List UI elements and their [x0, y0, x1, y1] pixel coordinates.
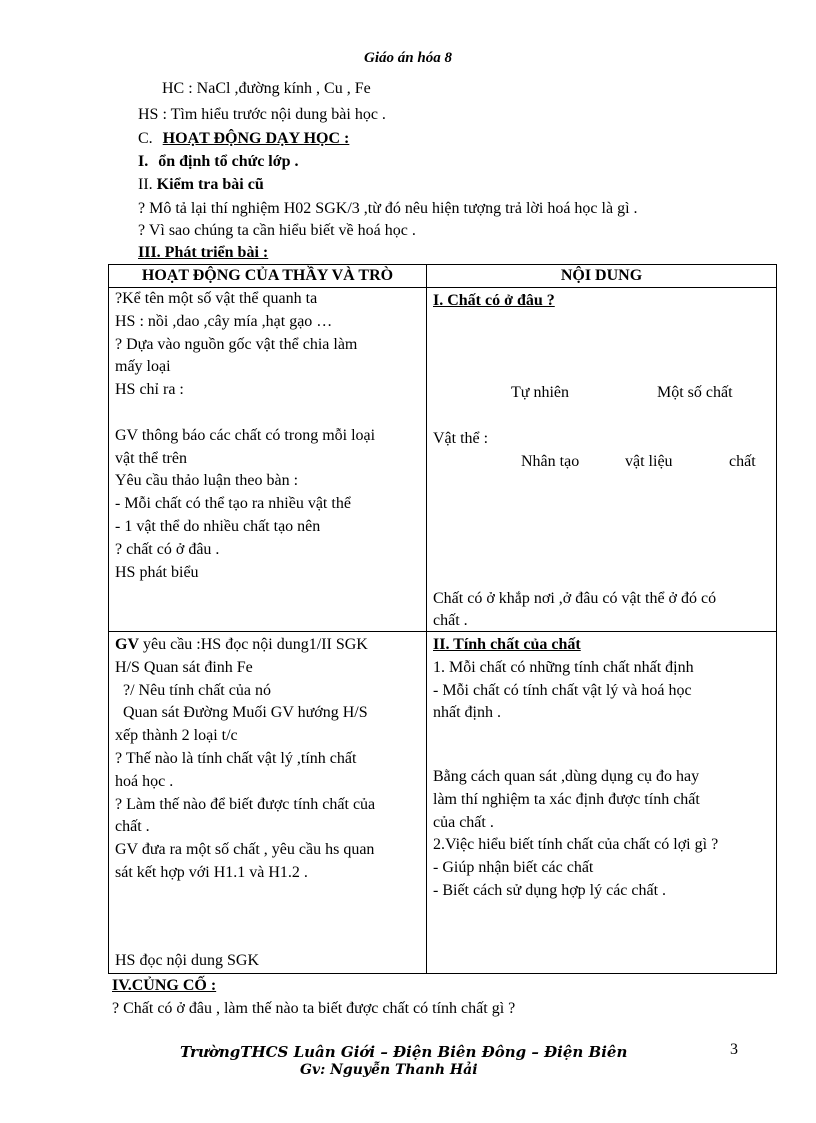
row1-left-line: mấy loại	[115, 358, 171, 376]
row2-right-line: của chất .	[433, 813, 494, 831]
label-vat-the: Vật thể :	[433, 430, 489, 447]
section-c-prefix: C.	[138, 130, 153, 147]
row2-left-first-rest: yêu cầu :HS đọc nội dung1/II SGK	[139, 636, 368, 653]
row2-activities	[109, 632, 427, 974]
label-mot-so-chat: Một số chất	[657, 384, 733, 401]
row1-content-title: I. Chất có ở đâu ?	[433, 292, 555, 309]
row1-content	[427, 288, 777, 632]
table-row	[109, 632, 777, 974]
row1-left-line: HS phát biểu	[115, 563, 199, 581]
row1-left-line: ? Dựa vào nguồn gốc vật thể chia làm	[115, 335, 358, 353]
section-c-title: HOẠT ĐỘNG DẠY HỌC :	[162, 130, 350, 147]
row2-right-line: Bằng cách quan sát ,dùng dụng cụ đo hay	[433, 768, 700, 785]
row2-right-line: làm thí nghiệm ta xác định được tính chất	[433, 790, 700, 808]
row2-left-line: Quan sát Đường Muối GV hướng H/S	[115, 704, 368, 722]
section-2-heading	[138, 174, 264, 196]
row1-left-line	[115, 402, 420, 425]
row1-left-line: vật thể trên	[115, 449, 187, 467]
row2-left-first-line	[115, 634, 375, 657]
row2-right-line: 1. Mỗi chất có những tính chất nhất định	[433, 658, 694, 676]
row1-left-line: ?Kể tên một số vật thể quanh ta	[115, 290, 318, 307]
row1-left-line: HS : nồi ,dao ,cây mía ,hạt gạo …	[115, 312, 333, 330]
row1-conclusion-2: chất .	[433, 612, 468, 629]
row2-right-line: - Mỗi chất có tính chất vật lý và hoá học	[433, 681, 692, 699]
section-4-heading: IV.CỦNG CỐ :	[112, 977, 217, 994]
row1-left-line: Yêu cầu thảo luận theo bàn :	[115, 472, 299, 490]
row1-activities	[109, 288, 427, 632]
row1-left-line: GV thông báo các chất có trong mỗi loại	[115, 426, 376, 444]
row1-left-line: - Mỗi chất có thể tạo ra nhiều vật thể	[115, 495, 351, 513]
page-header-title: Giáo án hóa 8	[364, 50, 452, 66]
lesson-table	[108, 264, 777, 974]
label-vat-lieu: vật liệu	[625, 453, 673, 470]
section-2-num: II.	[138, 176, 153, 193]
row2-left-line: chất .	[115, 818, 150, 836]
row2-left-line: xếp thành 2 loại t/c	[115, 727, 238, 745]
gv-bold: GV	[115, 636, 139, 653]
row2-right-line: 2.Việc hiểu biết tính chất của chất có lợi gì ?	[433, 836, 719, 854]
question-1: ? Mô tả lại thí nghiệm H02 SGK/3 ,từ đó nêu hiện tượng trả lời hoá học là gì .	[138, 200, 638, 217]
row1-left-line: - 1 vật thể do nhiều chất tạo nên	[115, 517, 321, 535]
prep-hc: HC : NaCl ,đường kính , Cu , Fe	[162, 80, 371, 97]
footer-teacher: Gv: Nguyễn Thanh Hải	[300, 1062, 478, 1078]
prep-hs: HS : Tìm hiểu trước nội dung bài học .	[138, 106, 386, 123]
row2-right-line: - Giúp nhận biết các chất	[433, 859, 594, 877]
page-number: 3	[730, 1041, 738, 1058]
row2-left-line: ?/ Nêu tính chất của nó	[115, 681, 271, 699]
row1-left-line: ? chất có ở đâu .	[115, 540, 220, 558]
row1-left-line: HS chỉ ra :	[115, 381, 184, 399]
row2-content	[427, 632, 777, 974]
row2-content-title: II. Tính chất của chất	[433, 636, 581, 653]
section-4-question: ? Chất có ở đâu , làm thế nào ta biết được chất có tính chất gì ?	[112, 1000, 516, 1017]
table-header-row	[109, 265, 777, 288]
section-1-title: ổn định tổ chức lớp .	[158, 153, 299, 170]
section-1-num: I.	[138, 153, 149, 170]
row2-left-line: ? Thế nào là tính chất vật lý ,tính chất	[115, 749, 357, 767]
section-1-heading	[138, 151, 299, 173]
section-2-title: Kiểm tra bài cũ	[156, 176, 264, 193]
row1-conclusion-1: Chất có ở khắp nơi ,ở đâu có vật thể ở đó có	[433, 590, 717, 607]
section-c-heading	[138, 128, 349, 150]
table-row	[109, 288, 777, 632]
row2-left-line: GV đưa ra một số chất , yêu cầu hs quan	[115, 841, 375, 859]
row2-left-line: hoá học .	[115, 772, 174, 790]
header-activities: HOẠT ĐỘNG CỦA THẦY VÀ TRÒ	[109, 265, 427, 288]
question-2: ? Vì sao chúng ta cần hiểu biết về hoá học .	[138, 222, 416, 239]
row2-left-line: H/S Quan sát đinh Fe	[115, 658, 253, 676]
header-content: NỘI DUNG	[427, 265, 777, 288]
label-nhan-tao: Nhân tạo	[521, 453, 580, 470]
row2-left-line: sát kết hợp với H1.1 và H1.2 .	[115, 863, 308, 881]
row2-left-line: ? Làm thế nào để biết được tính chất của	[115, 795, 376, 813]
row2-left-last: HS đọc nội dung SGK	[115, 952, 260, 969]
section-3-heading: III. Phát triển bài :	[138, 244, 269, 261]
label-chat: chất	[729, 453, 756, 470]
row2-right-line: - Biết cách sử dụng hợp lý các chất .	[433, 881, 667, 899]
row2-right-line: nhất định .	[433, 704, 501, 722]
label-tu-nhien: Tự nhiên	[511, 384, 569, 401]
footer-school: TrườngTHCS Luân Giới – Điện Biên Đông – Điện Biên	[180, 1043, 628, 1061]
